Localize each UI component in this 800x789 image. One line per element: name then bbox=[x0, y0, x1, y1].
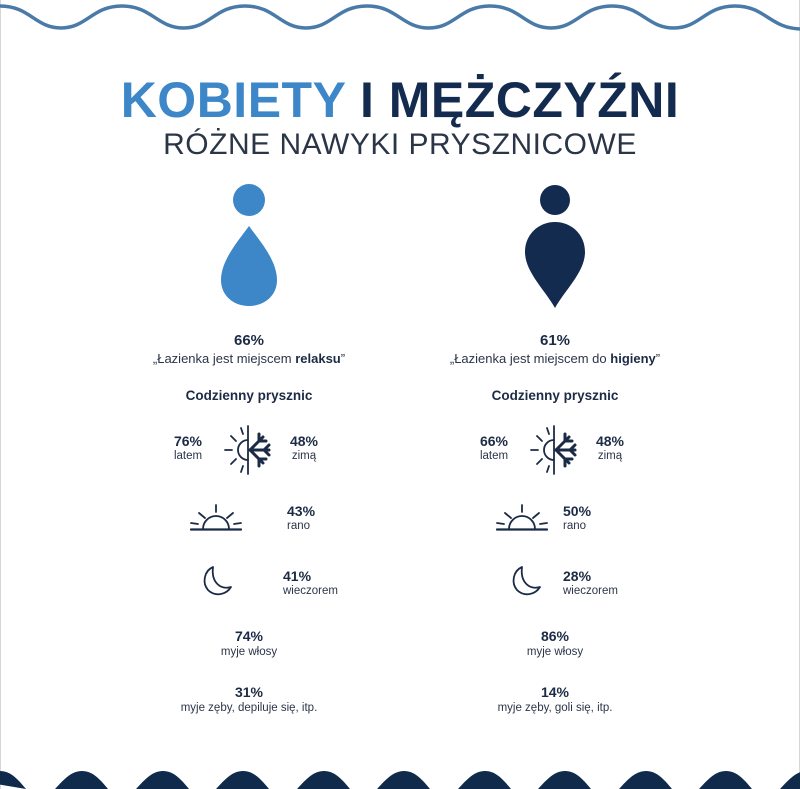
men-daily-shower-heading: Codzienny prysznic bbox=[491, 388, 619, 403]
men-winter: 48% zimą bbox=[595, 433, 625, 462]
men-other-stat: 14% myje zęby, goli się, itp. bbox=[497, 684, 613, 714]
women-daily-shower-heading: Codzienny prysznic bbox=[185, 388, 313, 403]
women-quote: „Łazienka jest miejscem relaksu” bbox=[152, 351, 346, 366]
moon-icon bbox=[508, 563, 544, 599]
men-summer: 66% latem bbox=[479, 433, 509, 462]
moon-icon bbox=[199, 563, 235, 599]
women-hair-stat: 74% myje włosy bbox=[220, 628, 278, 658]
page-subtitle: RÓŻNE NAWYKI PRYSZNICOWE bbox=[163, 128, 637, 161]
men-column bbox=[355, 0, 755, 789]
men-morning: 50% rano bbox=[563, 503, 592, 532]
women-morning: 43% rano bbox=[287, 503, 316, 532]
title-men: I MĘŻCZYŹNI bbox=[359, 72, 680, 128]
women-main-pct: 66% bbox=[233, 332, 265, 349]
men-main-pct: 61% bbox=[539, 332, 571, 349]
women-season-stats bbox=[167, 425, 332, 475]
women-winter: 48% zimą bbox=[289, 433, 319, 462]
men-quote: „Łazienka jest miejscem do higieny” bbox=[449, 351, 661, 366]
man-pin-icon bbox=[505, 182, 605, 312]
men-main-stat bbox=[355, 332, 755, 366]
women-evening: 41% wieczorem bbox=[283, 568, 338, 597]
men-hair-stat: 86% myje włosy bbox=[526, 628, 584, 658]
woman-drop-icon bbox=[199, 182, 299, 312]
sun-snowflake-icon bbox=[523, 425, 585, 475]
men-season-stats bbox=[473, 425, 638, 475]
sunrise-icon bbox=[189, 502, 243, 532]
title-women: KOBIETY bbox=[120, 72, 346, 128]
bottom-wave-decoration bbox=[0, 760, 800, 789]
sunrise-icon bbox=[495, 502, 549, 532]
women-other-stat: 31% myje zęby, depiluje się, itp. bbox=[180, 684, 318, 714]
sun-snowflake-icon bbox=[217, 425, 279, 475]
women-summer: 76% latem bbox=[173, 433, 203, 462]
men-evening: 28% wieczorem bbox=[563, 568, 618, 597]
